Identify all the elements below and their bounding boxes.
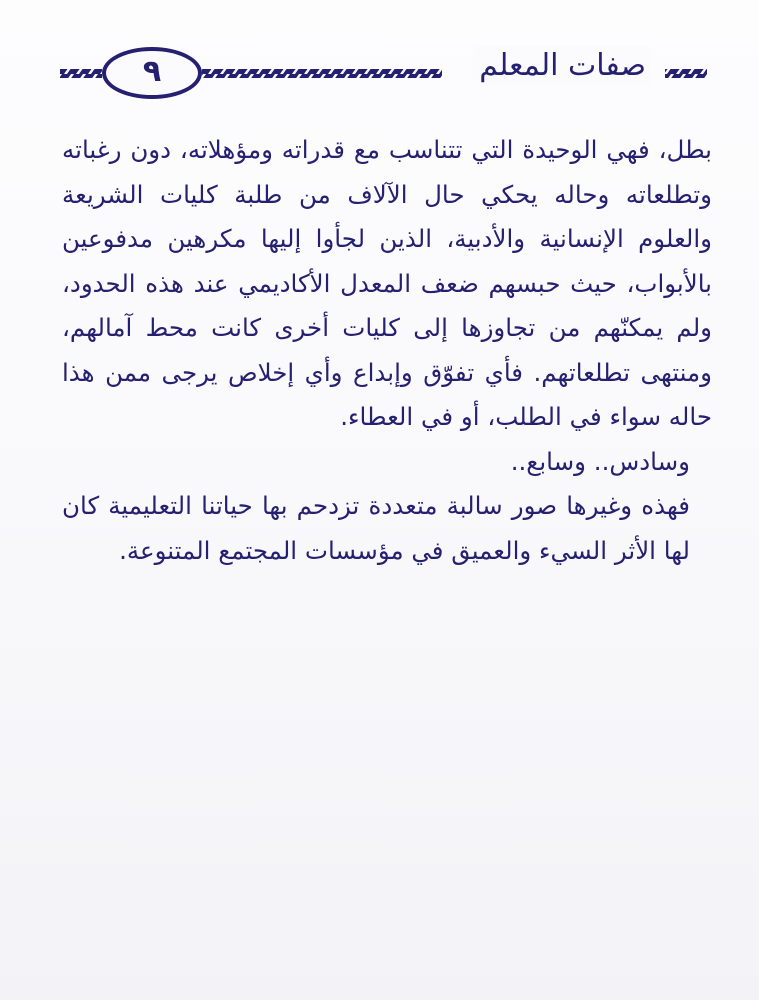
body-paragraph-1: بطل، فهي الوحيدة التي تتناسب مع قدراته ومؤهلاته، دون رغباته وتطلعاته وحاله يحكي حال الآلاف من طلبة كليات الشريعة والعلوم الإنسانية والأدبية، الذين لجأوا إليها مكرهين مدفوعين بالأبواب، حيث حبسهم ضعف المعدل الأكاديمي عند هذه الحدود، ولم يمكنّهم من تجاوزها إلى كليات أخرى كانت محط آمالهم، ومنتهى تطلعاتهم. فأي تفوّق وإبداع وأي إخلاص يرجى ممن هذا حاله سواء في الطلب، أو في العطاء.	[62, 135, 712, 431]
page-number: ٩	[142, 54, 162, 89]
body-paragraph-3: فهذه وغيرها صور سالبة متعددة تزدحم بها حياتنا التعليمية كان لها الأثر السيء والعميق في مؤسسات المجتمع المتنوعة.	[62, 491, 690, 565]
running-header-title: صفات المعلم	[473, 46, 652, 86]
rule-middle-segment	[202, 69, 442, 78]
rule-right-segment	[665, 69, 707, 78]
page-body	[62, 128, 712, 573]
page-header	[50, 44, 712, 104]
rule-left-segment	[60, 69, 102, 78]
body-paragraph-2: وسادس.. وسابع..	[510, 446, 690, 476]
